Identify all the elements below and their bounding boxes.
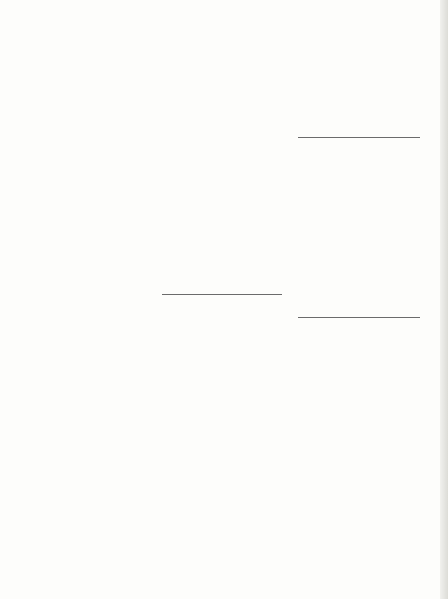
section-divider-rule bbox=[162, 294, 282, 295]
left-column-gap bbox=[24, 21, 148, 30]
right-column bbox=[296, 22, 420, 552]
section-divider-rule bbox=[298, 137, 420, 138]
page-edge-shadow bbox=[440, 0, 448, 599]
left-column bbox=[24, 14, 148, 566]
right-column-gap-1 bbox=[296, 29, 420, 38]
middle-column-gap bbox=[160, 27, 284, 36]
right-column-gap-2 bbox=[296, 45, 420, 54]
middle-column bbox=[160, 20, 284, 548]
section-divider-rule bbox=[298, 317, 420, 318]
